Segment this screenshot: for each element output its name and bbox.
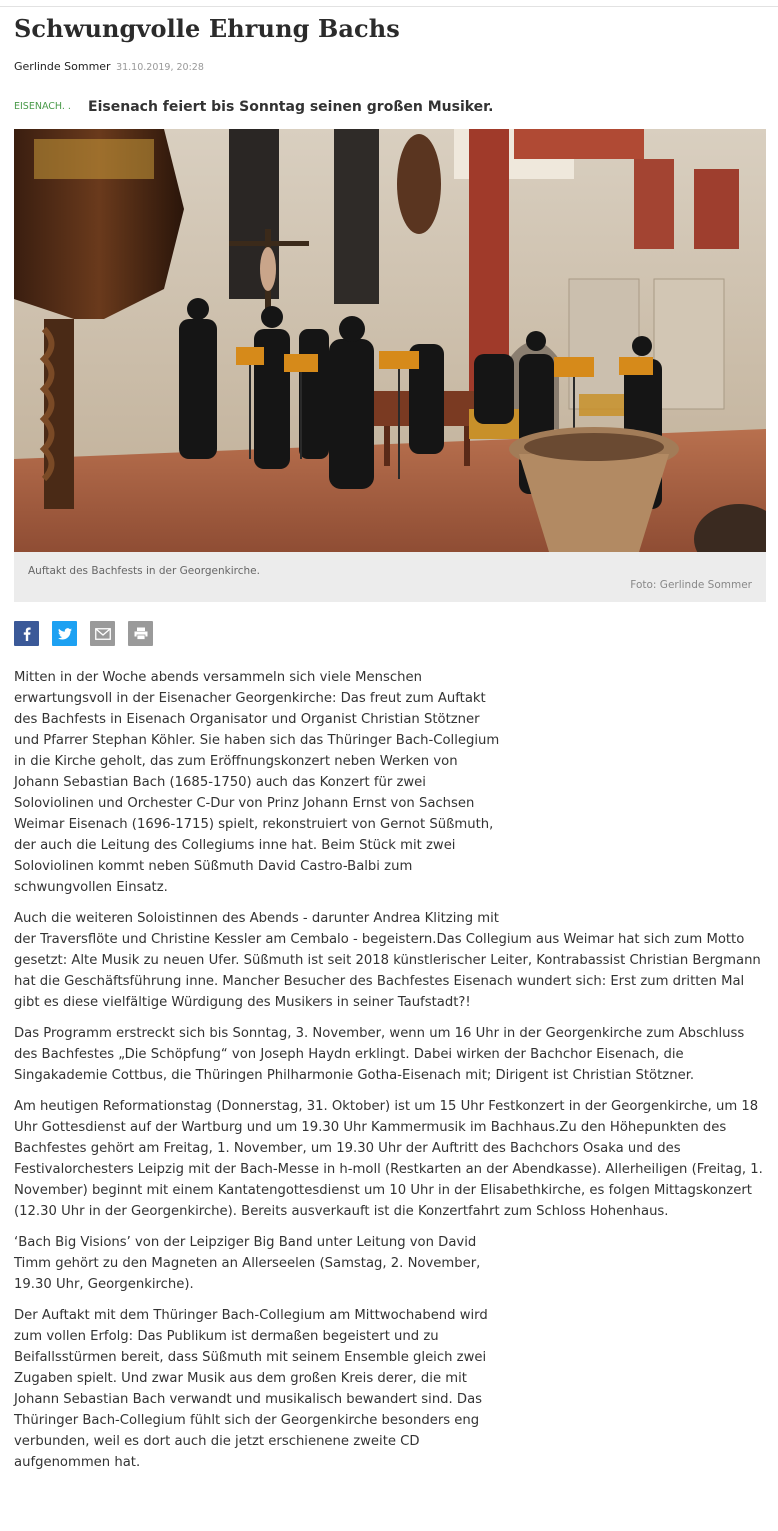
- facebook-share-button[interactable]: [14, 621, 39, 646]
- article-teaser: Eisenach feiert bis Sonntag seinen großen Musiker.: [88, 99, 494, 115]
- print-button[interactable]: [128, 621, 153, 646]
- paragraph-2: [14, 908, 766, 1013]
- concert-photo[interactable]: [14, 129, 766, 552]
- dateline-place: EISENACH. .: [14, 101, 71, 112]
- paragraph-2-rest: der Traversflöte und Christine Kessler am Cembalo - begeistern.Das Collegium aus Weimar hat sich zum Motto gesetzt: Alte Musik zu neuen Ufer. Süßmuth ist seit 2018 künstlerischer Leiter, Kontrabassist Christian Bergmann hat die Geschäftsführung inne. Mancher Besucher des Bachfestes Eisenach wundert sich: Erst zum dritten Mal gibt es diese vielfältige Würdigung des Musikers in seiner Taufstadt?!: [14, 932, 761, 1010]
- paragraph-4: Am heutigen Reformationstag (Donnerstag, 31. Oktober) ist um 15 Uhr Festkonzert in der Georgenkirche, um 18 Uhr Gottesdienst auf der Wartburg und um 19.30 Uhr Kammermusik im Bachhaus.Zu den Höhepunkten des Bachfestes gehört am Freitag, 1. November, um 19.30 Uhr der Auftritt des Bachchors Osaka und des Festivalorchesters Leipzig mit der Bach-Messe in h-moll (Restkarten an der Abendkasse). Allerheiligen (Freitag, 1. November) beginnt mit einem Kantatengottesdienst um 10 Uhr in der Elisabethkirche, es folgen Mittagskonzert (12.30 Uhr in der Georgenkirche). Bereits ausverkauft ist die Konzertfahrt zum Schloss Hohenhaus.: [14, 1099, 763, 1219]
- share-bar: [14, 621, 153, 646]
- print-icon: [134, 627, 148, 640]
- photo-caption: Auftakt des Bachfests in der Georgenkirche.: [28, 565, 260, 577]
- article-body: [14, 667, 766, 1483]
- byline: [14, 60, 204, 73]
- mail-icon: [95, 628, 111, 640]
- email-share-button[interactable]: [90, 621, 115, 646]
- article-lead: [14, 96, 754, 115]
- paragraph-5: ‘Bach Big Visions’ von der Leipziger Big Band unter Leitung von David Timm gehört zu den Magneten an Allerseelen (Samstag, 2. November, 19.30 Uhr, Georgenkirche).: [14, 1235, 481, 1292]
- top-divider: [0, 6, 778, 7]
- article-title: Schwungvolle Ehrung Bachs: [14, 14, 400, 43]
- publish-date: 31.10.2019, 20:28: [116, 62, 204, 73]
- twitter-share-button[interactable]: [52, 621, 77, 646]
- paragraph-2-first-line: Auch die weiteren Soloistinnen des Abends - darunter Andrea Klitzing mit: [14, 911, 499, 926]
- photo-credit: Foto: Gerlinde Sommer: [630, 579, 752, 591]
- paragraph-3: Das Programm erstreckt sich bis Sonntag, 3. November, wenn um 16 Uhr in der Georgenkirche zum Abschluss des Bachfestes „Die Schöpfung“ von Joseph Haydn erklingt. Dabei wirken der Bachchor Eisenach, die Singakademie Cottbus, die Thüringen Philharmonie Gotha-Eisenach mit; Dirigent ist Christian Stötzner.: [14, 1026, 745, 1083]
- author-name[interactable]: Gerlinde Sommer: [14, 60, 111, 73]
- article-figure: [14, 129, 766, 602]
- paragraph-6: Der Auftakt mit dem Thüringer Bach-Collegium am Mittwochabend wird zum vollen Erfolg: Das Publikum ist dermaßen begeistert und zu Beifallsstürmen bereit, dass Süßmuth mit seinem Ensemble gleich zwei Zugaben spielt. Und zwar Musik aus dem großen Kreis derer, die mit Johann Sebastian Bach verwandt und musikalisch bewandert sind. Das Thüringer Bach-Collegium fühlt sich der Georgenkirche besonders eng verbunden, weil es dort auch die jetzt erschienene zweite CD aufgenommen hat.: [14, 1308, 488, 1470]
- paragraph-1: Mitten in der Woche abends versammeln sich viele Menschen erwartungsvoll in der Eisenacher Georgenkirche: Das freut zum Auftakt des Bachfests in Eisenach Organisator und Organist Christian Stötzner und Pfarrer Stephan Köhler. Sie haben sich das Thüringer Bach-Collegium in die Kirche geholt, das zum Eröffnungskonzert neben Werken von Johann Sebastian Bach (1685-1750) auch das Konzert für zwei Soloviolinen und Orchester C-Dur von Prinz Johann Ernst von Sachsen Weimar Eisenach (1696-1715) spielt, rekonstruiert von Gernot Süßmuth, der auch die Leitung des Collegiums inne hat. Beim Stück mit zwei Soloviolinen kommt neben Süßmuth David Castro-Balbi zum schwungvollen Einsatz.: [14, 670, 500, 895]
- facebook-icon: [22, 627, 32, 641]
- twitter-icon: [58, 628, 72, 640]
